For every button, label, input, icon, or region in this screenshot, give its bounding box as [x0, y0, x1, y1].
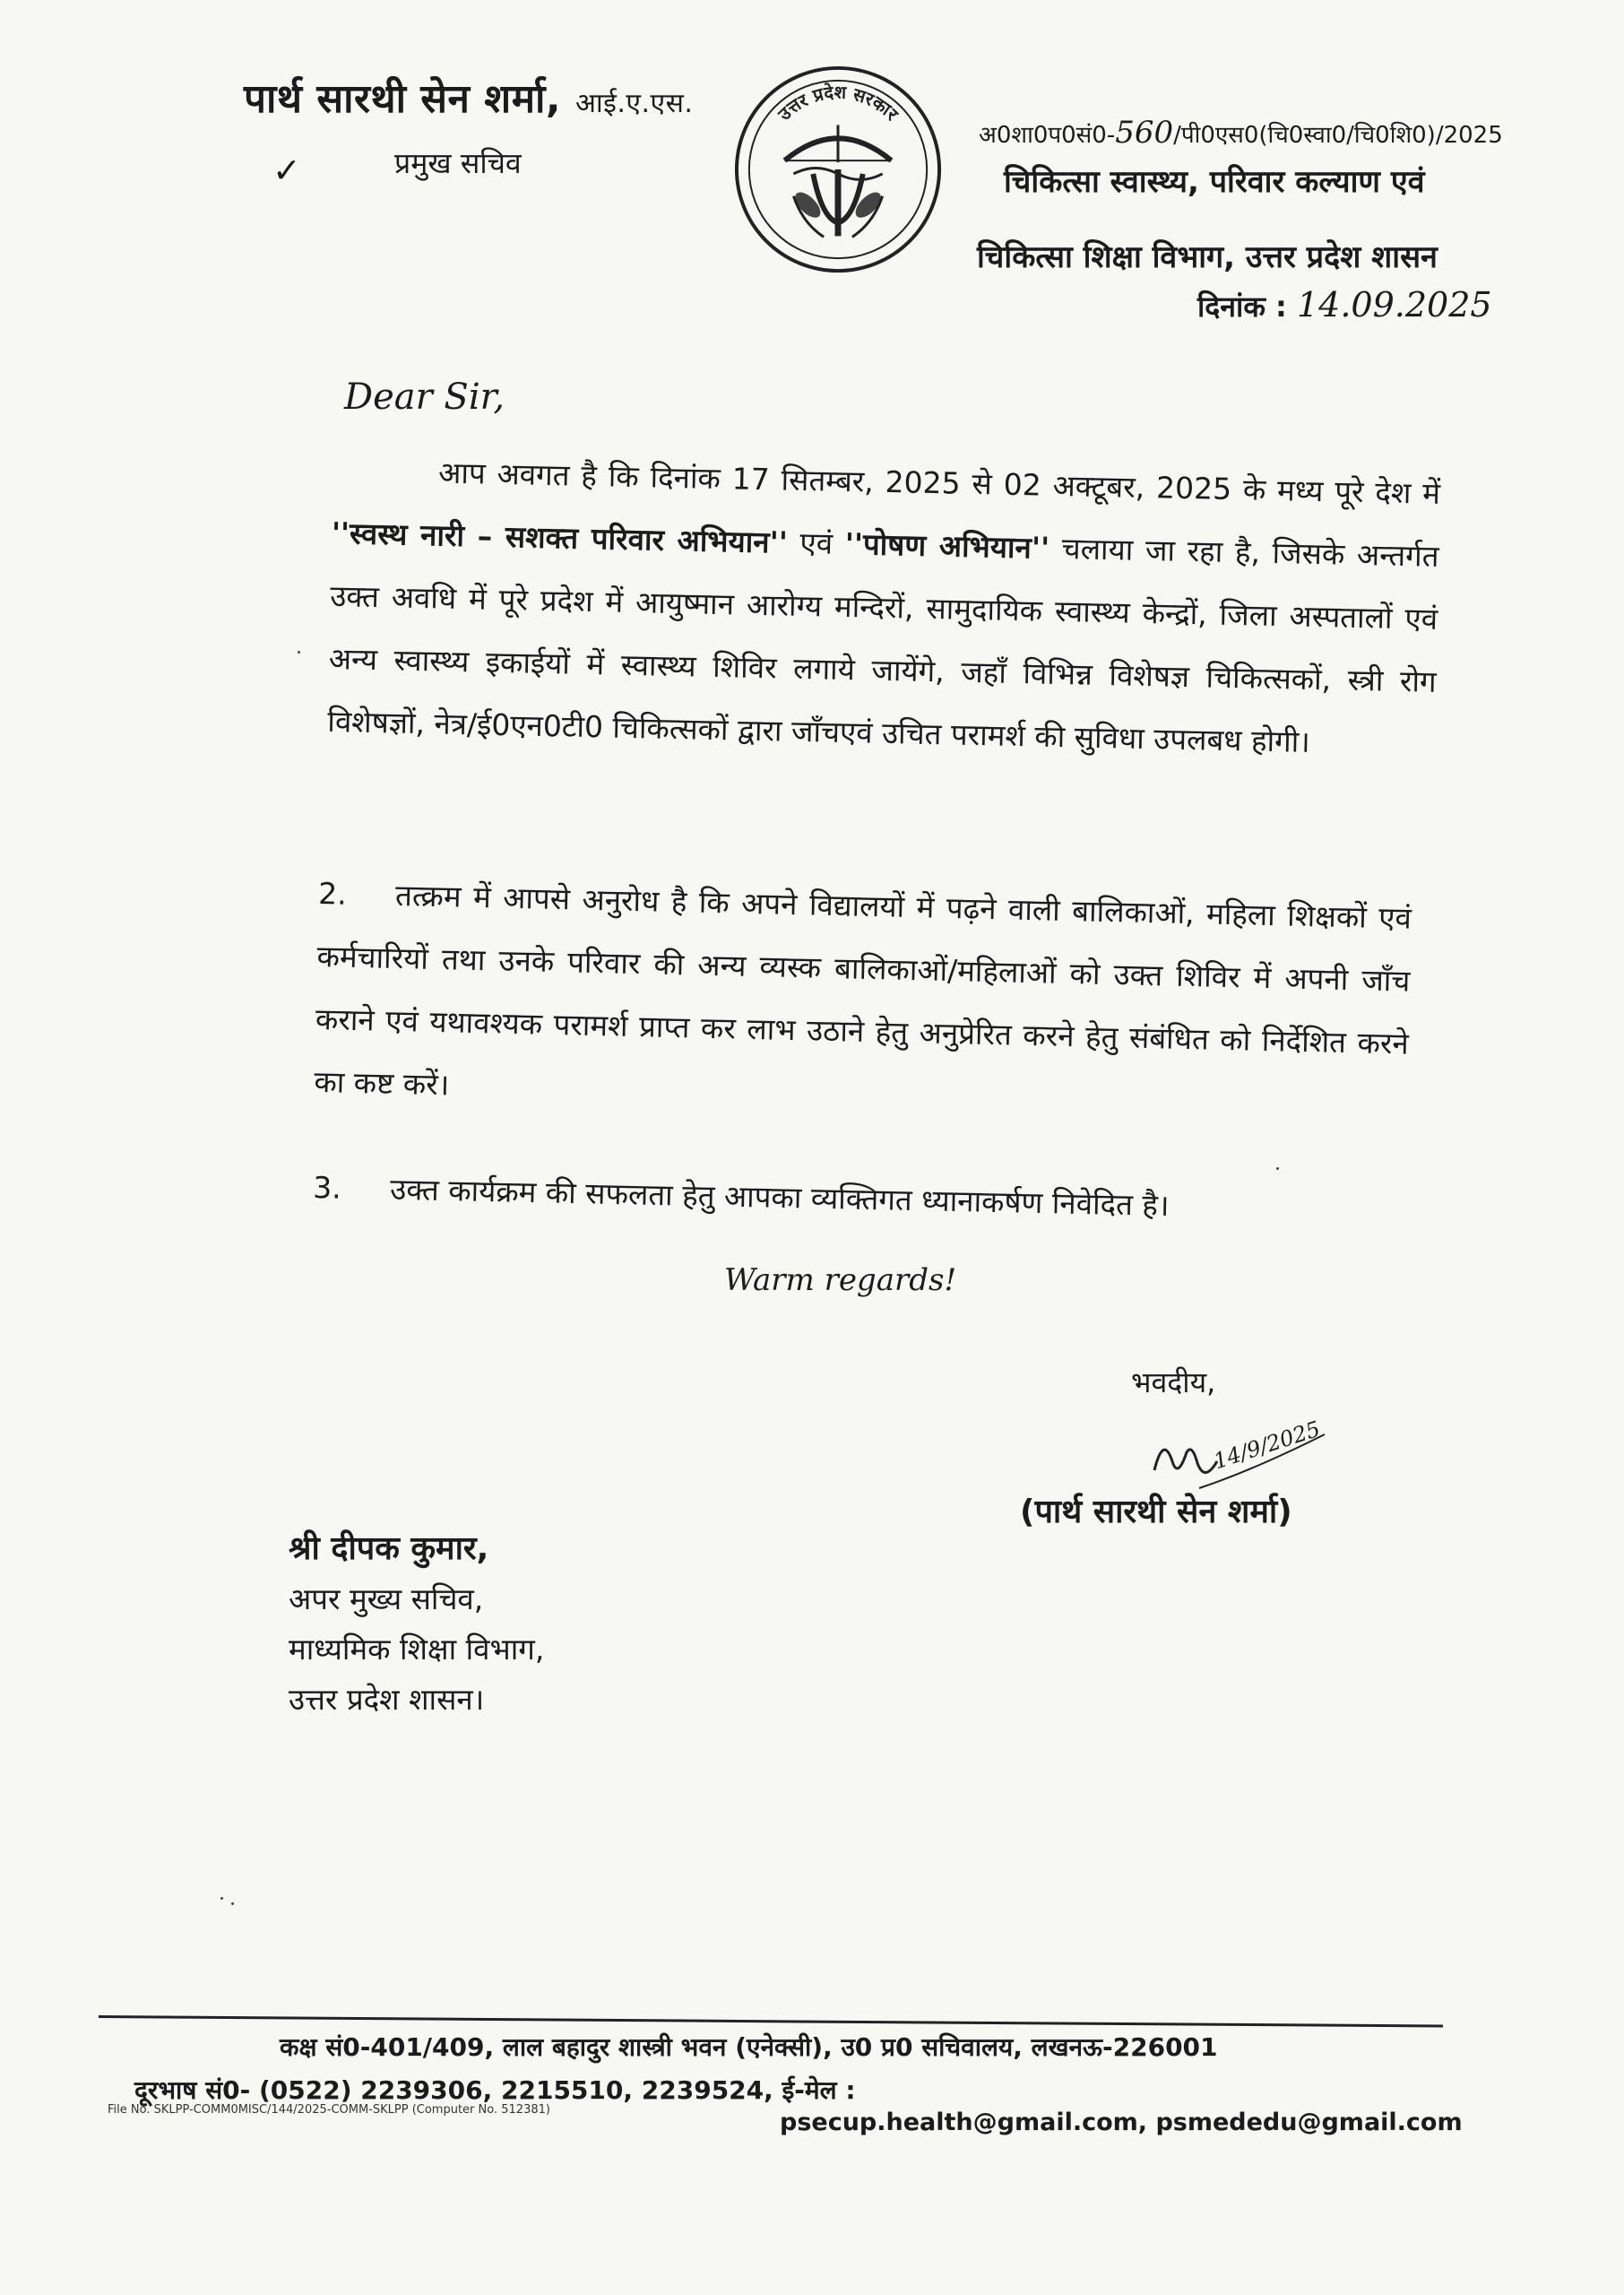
addressee-designation: अपर मुख्य सचिव,: [289, 1581, 484, 1616]
p1-text-a: आप अवगत है कि दिनांक 17 सितम्बर, 2025 से 02 अक्टूबर, 2025 के मध्य पूरे देश में: [437, 455, 1441, 511]
scan-speck: [231, 1902, 234, 1905]
signatory-name: (पार्थ सारथी सेन शर्मा): [1020, 1494, 1292, 1530]
paragraph-3: [313, 1156, 1407, 1243]
yours-faithfully: भवदीय,: [1131, 1365, 1216, 1399]
letter-date: [1197, 285, 1492, 325]
signature-date: 14/9/2025: [1210, 1416, 1324, 1475]
scan-speck: [298, 651, 300, 654]
p3-number: 3.: [312, 1169, 342, 1206]
footer-phone: दूरभाष सं0- (0522) 2239306, 2215510, 2239524, ई-मेल :: [134, 2075, 856, 2105]
sender-degree: आई.ए.एस.: [574, 88, 694, 119]
closing-remark: Warm regards!: [724, 1262, 957, 1298]
salutation: Dear Sir,: [344, 377, 505, 418]
p2-number: 2.: [317, 875, 348, 912]
paragraph-2: [314, 862, 1412, 1139]
department-line-2: चिकित्सा शिक्षा विभाग, उत्तर प्रदेश शासन: [977, 239, 1438, 275]
footer-divider: [99, 2015, 1443, 2027]
footer-email: psecup.health@gmail.com, psmededu@gmail.com: [780, 2109, 1463, 2136]
ref-prefix: अ0शा0प0सं0-: [979, 122, 1116, 149]
p1-text-c: एवं: [787, 524, 846, 561]
footer-address: कक्ष सं0-401/409, लाल बहादुर शास्त्री भवन (एनेक्सी), उ0 प्र0 सचिवालय, लखनऊ-226001: [280, 2032, 1218, 2062]
date-value: 14.09.2025: [1296, 285, 1492, 325]
tick-mark-icon: ✓: [272, 151, 301, 190]
ref-suffix: /पी0एस0(चि0स्वा0/चि0शि0)/2025: [1173, 122, 1503, 149]
addressee-government: उत्तर प्रदेश शासन।: [289, 1682, 485, 1717]
scan-speck: [1276, 1167, 1279, 1170]
campaign-name-1: ''स्वस्थ नारी – सशक्त परिवार अभियान'': [331, 515, 789, 560]
date-label: दिनांक :: [1197, 290, 1287, 324]
emblem-text: उत्तर प्रदेश सरकार: [773, 82, 903, 126]
department-line-1: चिकित्सा स्वास्थ्य, परिवार कल्याण एवं: [1004, 164, 1425, 200]
p3-text: उक्त कार्यक्रम की सफलता हेतु आपका व्यक्तिगत ध्यानाकर्षण निवेदित है।: [389, 1171, 1170, 1223]
sender-name-text: पार्थ सारथी सेन शर्मा,: [244, 76, 562, 122]
file-number: File No. SKLPP-COMM0MISC/144/2025-COMM-SKLPP (Computer No. 512381): [108, 2103, 550, 2117]
p2-text: तत्क्रम में आपसे अनुरोध है कि अपने विद्यालयों में पढ़ने वाली बालिकाओं, महिला शिक्षकों एवं कर्मचारियों तथा उनके परिवार की अन्य व्यस्क बालिकाओं/महिलाओं को उक्त शिविर में अपनी जाँच कराने एवं यथावश्यक परामर्श प्राप्त कर लाभ उठाने हेतु अनुप्रेरित करने हेतु संबंधित को निर्देशित करने का कष्ट करें।: [314, 877, 1412, 1103]
sender-title: प्रमुख सचिव: [394, 146, 522, 180]
paragraph-1: [327, 439, 1441, 776]
addressee-name: श्री दीपक कुमार,: [289, 1530, 489, 1567]
svg-text:उत्तर प्रदेश सरकार: [773, 82, 903, 126]
addressee-block: [289, 1524, 544, 1725]
p1-text-e: चलाया जा रहा है, जिसके अन्तर्गत उक्त अवधि में पूरे प्रदेश में आयुष्मान आरोग्य मन्दिरों, सामुदायिक स्वास्थ्य केन्द्रों, जिला अस्पतालों एवं अन्य स्वास्थ्य इकाईयों में स्वास्थ्य शिविर लगाये जायेंगे, जहाँ विभिन्न विशेषज्ञ चिकित्सकों, स्त्री रोग विशेषज्ञों, नेत्र/ई0एन0टी0 चिकित्सकों द्वारा जाँचएवं उचित परामर्श की सुविधा उपलबध होगी।: [327, 530, 1439, 759]
up-government-emblem-icon: [731, 63, 945, 276]
addressee-department: माध्यमिक शिक्षा विभाग,: [289, 1632, 545, 1667]
ref-handwritten-number: 560: [1115, 115, 1174, 151]
sender-name: [244, 70, 693, 124]
campaign-name-2: ''पोषण अभियान'': [844, 525, 1050, 566]
reference-number: [979, 115, 1503, 151]
scan-speck: [220, 1897, 223, 1900]
